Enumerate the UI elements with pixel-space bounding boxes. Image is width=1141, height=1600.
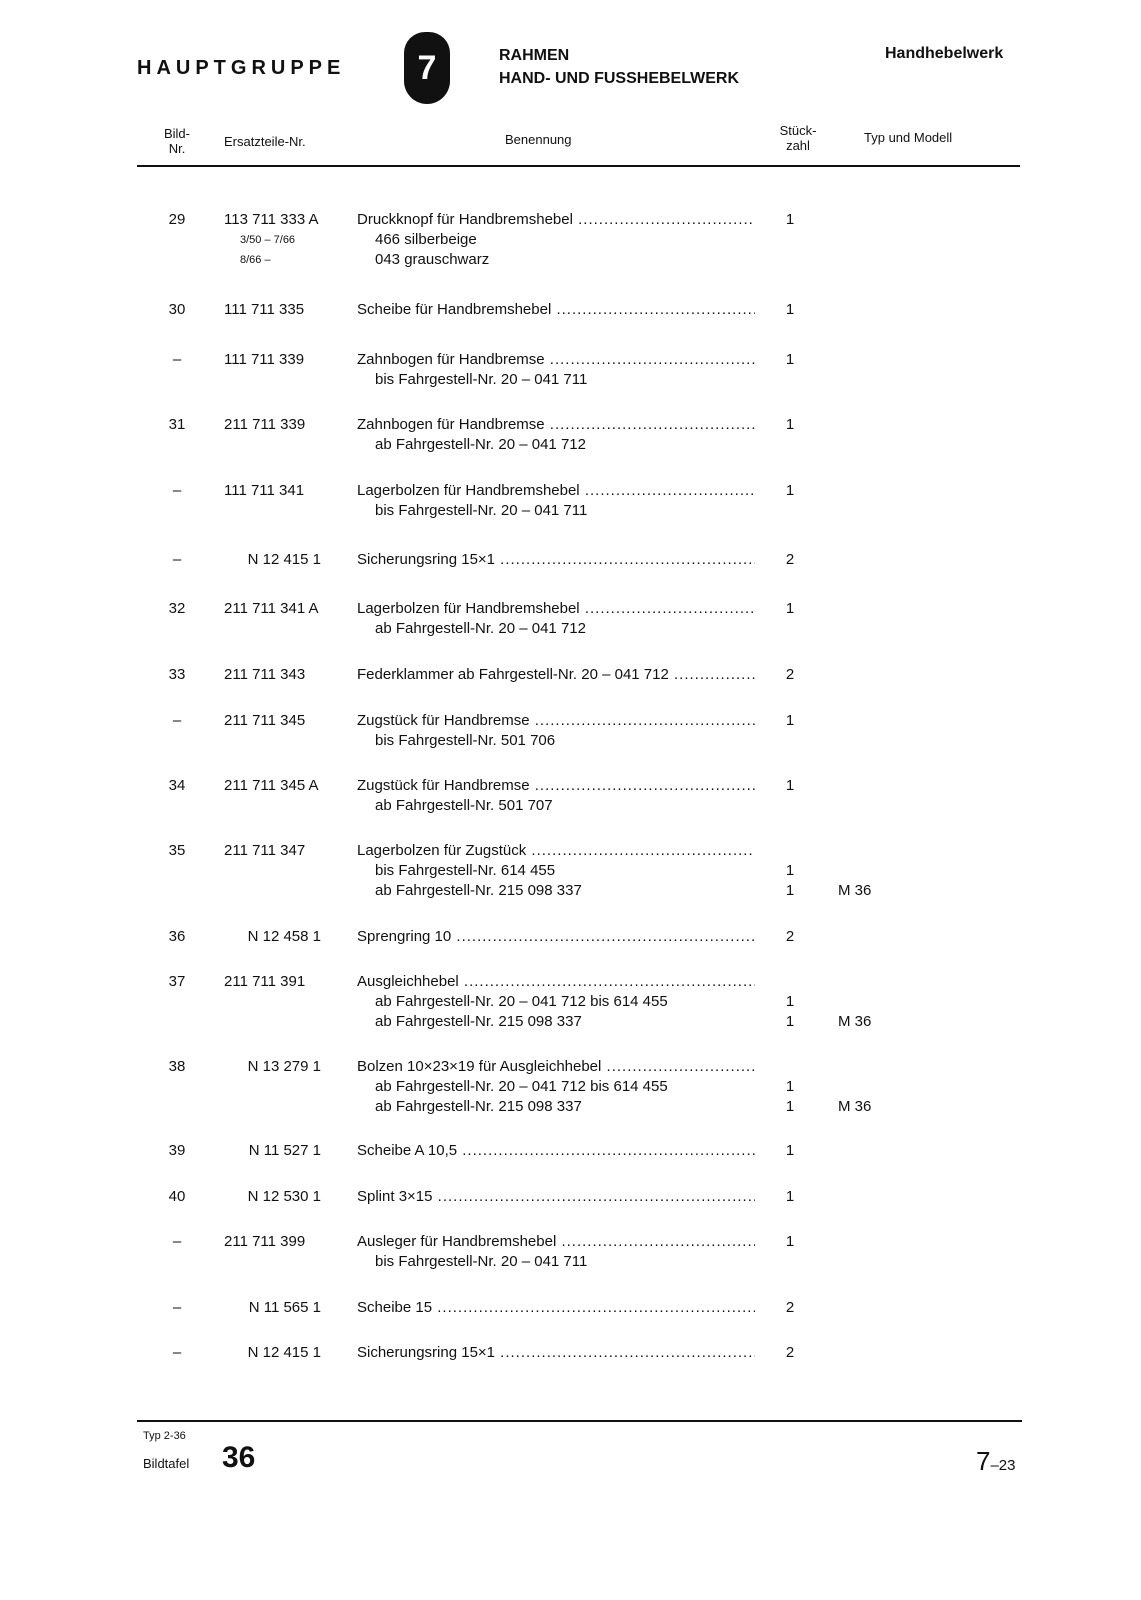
column-header-stueck-line1: Stück- [779,123,817,138]
row-part-number: 211 711 345 A [224,777,319,794]
row-part-number: 211 711 399 [224,1233,306,1250]
row-bild-nr: – [172,1344,182,1361]
row-description: Sicherungsring 15×1 ..... [357,1343,755,1363]
section-subtitle: HAND- UND FUSSHEBELWERK [499,70,739,87]
row-description: Druckknopf für Handbremshebel ..... [357,210,755,230]
row-part-number-note: 3/50 – 7/66 [240,234,296,246]
row-quantity: 2 [785,928,795,945]
column-header-bild-line2: Nr. [168,141,186,156]
row-bild-nr: 30 [168,301,186,318]
row-part-number: 211 711 339 [224,416,306,433]
row-bild-nr: – [172,482,182,499]
row-part-number-note: 8/66 – [240,254,271,266]
row-bild-nr: – [172,351,182,368]
row-description: Scheibe A 10,5 ..... [357,1141,755,1161]
row-bild-nr: 33 [168,666,186,683]
row-detail-quantity: 1 [785,882,795,899]
row-quantity: 1 [785,600,795,617]
row-bild-nr: 40 [168,1188,186,1205]
row-description: Bolzen 10×23×19 für Ausgleichhebel ..... [357,1057,755,1077]
row-detail-model: M 36 [838,882,872,899]
page-number-main: 7 [976,1446,991,1476]
page-number [976,1446,1016,1477]
row-description-detail: bis Fahrgestell-Nr. 501 706 [375,732,556,749]
row-part-number: N 12 458 1 [247,928,321,945]
row-quantity: 1 [785,416,795,433]
footer-typ: Typ 2-36 [143,1430,186,1442]
row-detail-quantity: 1 [785,862,795,879]
row-quantity: 1 [785,351,795,368]
row-description: Zahnbogen für Handbremse ..... [357,350,755,370]
row-bild-nr: – [172,1299,182,1316]
row-part-number: N 12 530 1 [247,1188,321,1205]
row-description: Splint 3×15 ..... [357,1187,755,1207]
row-description-detail: bis Fahrgestell-Nr. 614 455 [375,862,556,879]
row-quantity: 2 [785,551,795,568]
row-description-detail: 466 silberbeige [375,231,477,248]
row-part-number: N 12 415 1 [247,1344,321,1361]
row-bild-nr: – [172,712,182,729]
column-header-bild [150,126,204,156]
footer-divider [137,1420,1022,1422]
page-number-sub: –23 [990,1457,1016,1474]
row-description: Zugstück für Handbremse ..... [357,711,755,731]
row-quantity: 2 [785,1344,795,1361]
row-part-number: N 13 279 1 [247,1058,321,1075]
column-header-stueckzahl [772,123,824,153]
row-detail-quantity: 1 [785,993,795,1010]
row-part-number: 113 711 333 A [224,211,319,228]
column-header-benennung: Benennung [505,132,572,147]
row-quantity: 1 [785,712,795,729]
row-bild-nr: 39 [168,1142,186,1159]
row-bild-nr: 35 [168,842,186,859]
row-description: Scheibe für Handbremshebel ..... [357,300,755,320]
row-bild-nr: – [172,1233,182,1250]
column-header-stueck-line2: zahl [786,138,810,153]
row-detail-quantity: 1 [785,1078,795,1095]
row-quantity: 2 [785,1299,795,1316]
row-description: Ausgleichhebel ..... [357,972,755,992]
row-part-number: 111 711 341 [224,482,305,499]
row-part-number: 111 711 335 [224,301,305,318]
row-description-detail: bis Fahrgestell-Nr. 20 – 041 711 [375,371,588,388]
row-bild-nr: 32 [168,600,186,617]
row-description-detail: 043 grauschwarz [375,251,490,268]
header-divider [137,165,1020,167]
row-description-detail: ab Fahrgestell-Nr. 501 707 [375,797,553,814]
row-bild-nr: – [172,551,182,568]
row-quantity: 1 [785,211,795,228]
row-description: Zugstück für Handbremse ..... [357,776,755,796]
row-description-detail: ab Fahrgestell-Nr. 215 098 337 [375,1013,582,1030]
row-detail-model: M 36 [838,1098,872,1115]
row-description: Scheibe 15 ..... [357,1298,755,1318]
page-subtitle: Handhebelwerk [885,45,1004,62]
column-header-bild-line1: Bild- [163,126,190,141]
row-description-detail: ab Fahrgestell-Nr. 20 – 041 712 bis 614 455 [375,1078,668,1095]
row-bild-nr: 31 [168,416,186,433]
row-description: Sicherungsring 15×1 ..... [357,550,755,570]
row-description: Sprengring 10 ..... [357,927,755,947]
row-description-detail: bis Fahrgestell-Nr. 20 – 041 711 [375,502,588,519]
column-header-ersatzteil: Ersatzteile-Nr. [224,134,306,149]
column-header-typ: Typ und Modell [864,130,953,145]
row-part-number: 211 711 341 A [224,600,319,617]
row-bild-nr: 34 [168,777,186,794]
row-description-detail: bis Fahrgestell-Nr. 20 – 041 711 [375,1253,588,1270]
group-number-badge: 7 [404,32,450,104]
row-part-number: 211 711 347 [224,842,306,859]
footer-bildtafel-label: Bildtafel [143,1456,190,1471]
row-description: Ausleger für Handbremshebel ..... [357,1232,755,1252]
row-bild-nr: 29 [168,211,186,228]
row-description: Federklammer ab Fahrgestell-Nr. 20 – 041 712 ..... [357,665,755,685]
row-detail-quantity: 1 [785,1098,795,1115]
row-description-detail: ab Fahrgestell-Nr. 20 – 041 712 bis 614 455 [375,993,668,1010]
row-part-number: 211 711 391 [224,973,306,990]
row-description: Lagerbolzen für Zugstück ..... [357,841,755,861]
row-description: Lagerbolzen für Handbremshebel ..... [357,599,755,619]
row-quantity: 1 [785,777,795,794]
row-description-detail: ab Fahrgestell-Nr. 20 – 041 712 [375,436,586,453]
row-description-detail: ab Fahrgestell-Nr. 215 098 337 [375,882,582,899]
row-detail-quantity: 1 [785,1013,795,1030]
row-description-detail: ab Fahrgestell-Nr. 215 098 337 [375,1098,582,1115]
row-part-number: 111 711 339 [224,351,305,368]
row-bild-nr: 36 [168,928,186,945]
row-description: Zahnbogen für Handbremse ..... [357,415,755,435]
row-quantity: 1 [785,301,795,318]
row-part-number: N 12 415 1 [247,551,321,568]
row-part-number: N 11 527 1 [248,1142,321,1159]
row-quantity: 1 [785,1142,795,1159]
row-description-detail: ab Fahrgestell-Nr. 20 – 041 712 [375,620,586,637]
row-quantity: 2 [785,666,795,683]
row-quantity: 1 [785,1233,795,1250]
row-part-number: N 11 565 1 [248,1299,321,1316]
row-bild-nr: 38 [168,1058,186,1075]
row-quantity: 1 [785,1188,795,1205]
row-bild-nr: 37 [168,973,186,990]
row-part-number: 211 711 343 [224,666,306,683]
group-label: HAUPTGRUPPE [137,57,346,79]
footer-bildtafel-number: 36 [222,1441,256,1474]
row-part-number: 211 711 345 [224,712,306,729]
row-detail-model: M 36 [838,1013,872,1030]
row-quantity: 1 [785,482,795,499]
row-description: Lagerbolzen für Handbremshebel ..... [357,481,755,501]
section-title: RAHMEN [499,47,570,64]
